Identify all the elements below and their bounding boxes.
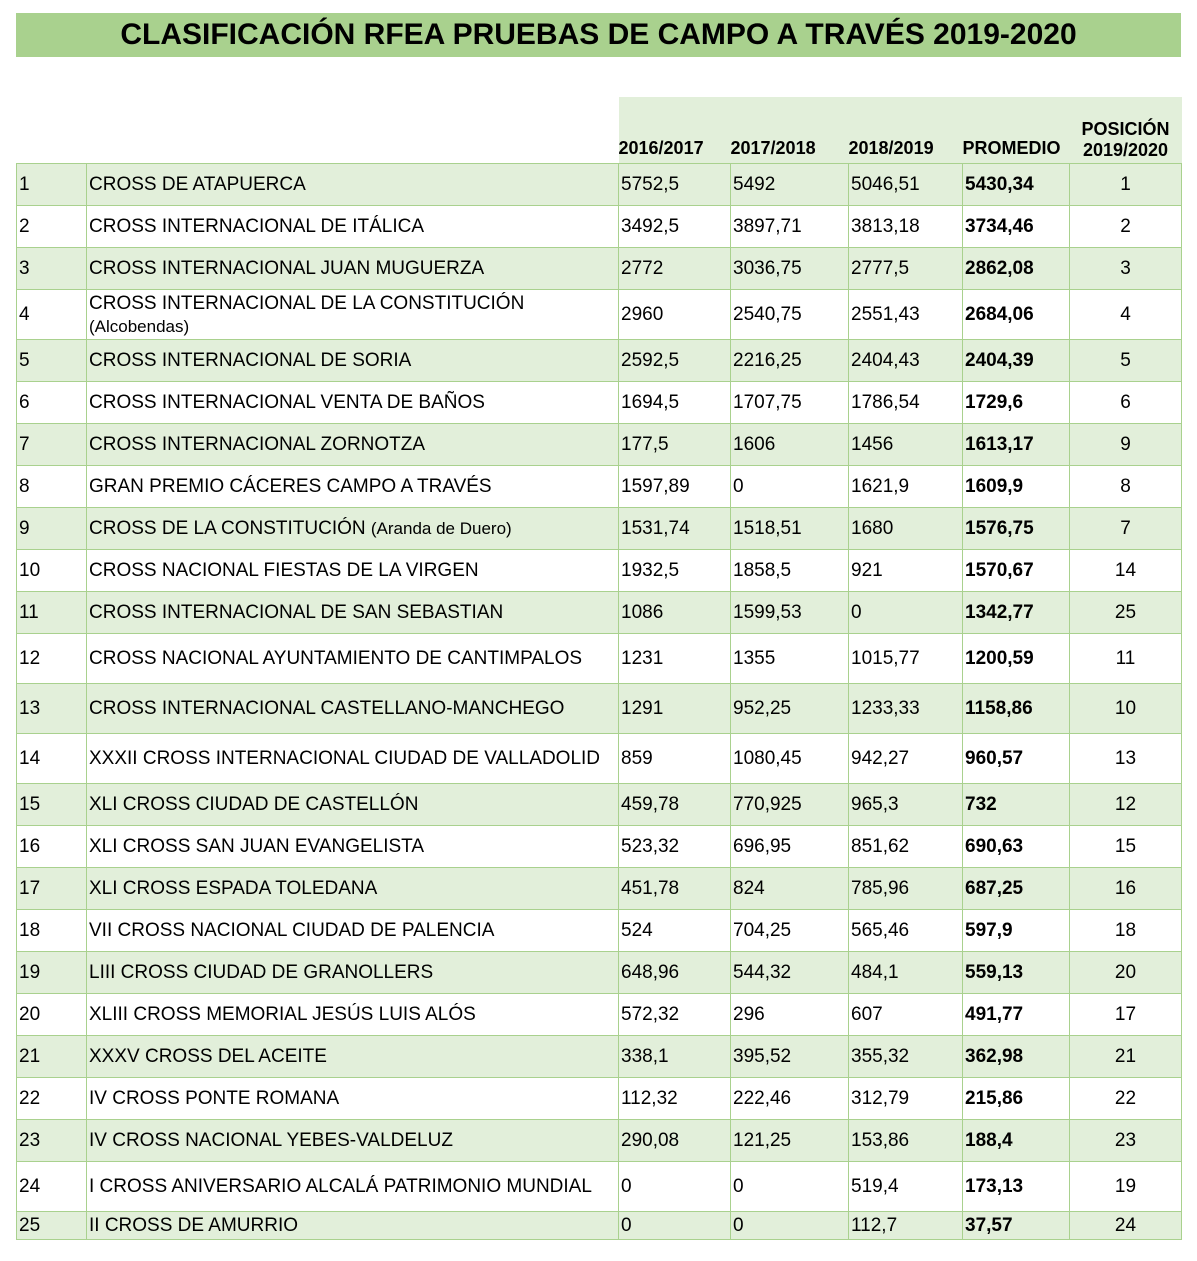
average-cell: 2684,06 xyxy=(963,290,1070,340)
rank-cell: 17 xyxy=(17,868,87,910)
score-2017-2018-cell: 1518,51 xyxy=(731,508,849,550)
score-2016-2017-cell: 859 xyxy=(619,734,731,784)
rank-cell: 9 xyxy=(17,508,87,550)
ranking-table xyxy=(16,97,1182,1240)
rank-cell: 21 xyxy=(17,1036,87,1078)
header-2017-2018: 2017/2018 xyxy=(731,97,849,164)
table-row xyxy=(17,206,1182,248)
table-row xyxy=(17,734,1182,784)
score-2017-2018-cell: 0 xyxy=(731,1162,849,1212)
score-2018-2019-cell: 1233,33 xyxy=(849,684,963,734)
average-cell: 1576,75 xyxy=(963,508,1070,550)
score-2016-2017-cell: 2592,5 xyxy=(619,340,731,382)
score-2018-2019-cell: 3813,18 xyxy=(849,206,963,248)
score-2017-2018-cell: 544,32 xyxy=(731,952,849,994)
score-2018-2019-cell: 1015,77 xyxy=(849,634,963,684)
score-2016-2017-cell: 1694,5 xyxy=(619,382,731,424)
table-row xyxy=(17,1120,1182,1162)
score-2018-2019-cell: 965,3 xyxy=(849,784,963,826)
position-2019-2020-cell: 24 xyxy=(1070,1212,1182,1240)
rank-cell: 20 xyxy=(17,994,87,1036)
event-name-cell: GRAN PREMIO CÁCERES CAMPO A TRAVÉS xyxy=(87,466,619,508)
score-2016-2017-cell: 524 xyxy=(619,910,731,952)
table-row xyxy=(17,1078,1182,1120)
score-2016-2017-cell: 1932,5 xyxy=(619,550,731,592)
score-2017-2018-cell: 2540,75 xyxy=(731,290,849,340)
table-body xyxy=(17,164,1182,1240)
rank-cell: 6 xyxy=(17,382,87,424)
average-cell: 1729,6 xyxy=(963,382,1070,424)
event-name-cell: LIII CROSS CIUDAD DE GRANOLLERS xyxy=(87,952,619,994)
average-cell: 597,9 xyxy=(963,910,1070,952)
score-2016-2017-cell: 3492,5 xyxy=(619,206,731,248)
score-2018-2019-cell: 0 xyxy=(849,592,963,634)
position-2019-2020-cell: 7 xyxy=(1070,508,1182,550)
table-row xyxy=(17,466,1182,508)
score-2016-2017-cell: 1531,74 xyxy=(619,508,731,550)
position-2019-2020-cell: 3 xyxy=(1070,248,1182,290)
score-2017-2018-cell: 121,25 xyxy=(731,1120,849,1162)
score-2017-2018-cell: 696,95 xyxy=(731,826,849,868)
score-2016-2017-cell: 451,78 xyxy=(619,868,731,910)
average-cell: 3734,46 xyxy=(963,206,1070,248)
table-row xyxy=(17,868,1182,910)
score-2017-2018-cell: 770,925 xyxy=(731,784,849,826)
event-name-cell: II CROSS DE AMURRIO xyxy=(87,1212,619,1240)
header-blank-rank xyxy=(17,97,87,164)
score-2017-2018-cell: 222,46 xyxy=(731,1078,849,1120)
rank-cell: 19 xyxy=(17,952,87,994)
average-cell: 732 xyxy=(963,784,1070,826)
score-2016-2017-cell: 0 xyxy=(619,1162,731,1212)
header-blank-name xyxy=(87,97,619,164)
table-header xyxy=(17,97,1182,164)
score-2017-2018-cell: 2216,25 xyxy=(731,340,849,382)
header-promedio: PROMEDIO xyxy=(963,97,1070,164)
event-name-cell: XLIII CROSS MEMORIAL JESÚS LUIS ALÓS xyxy=(87,994,619,1036)
score-2017-2018-cell: 3897,71 xyxy=(731,206,849,248)
event-name-cell: CROSS INTERNACIONAL JUAN MUGUERZA xyxy=(87,248,619,290)
average-cell: 1158,86 xyxy=(963,684,1070,734)
rank-cell: 14 xyxy=(17,734,87,784)
average-cell: 173,13 xyxy=(963,1162,1070,1212)
position-2019-2020-cell: 10 xyxy=(1070,684,1182,734)
score-2017-2018-cell: 0 xyxy=(731,466,849,508)
average-cell: 215,86 xyxy=(963,1078,1070,1120)
position-2019-2020-cell: 2 xyxy=(1070,206,1182,248)
score-2016-2017-cell: 2772 xyxy=(619,248,731,290)
position-2019-2020-cell: 25 xyxy=(1070,592,1182,634)
rank-cell: 2 xyxy=(17,206,87,248)
event-name-text: CROSS INTERNACIONAL DE LA CONSTITUCIÓN xyxy=(89,292,525,314)
rank-cell: 16 xyxy=(17,826,87,868)
score-2018-2019-cell: 355,32 xyxy=(849,1036,963,1078)
table-row xyxy=(17,382,1182,424)
score-2018-2019-cell: 565,46 xyxy=(849,910,963,952)
header-posicion xyxy=(1070,97,1182,164)
score-2018-2019-cell: 5046,51 xyxy=(849,164,963,206)
position-2019-2020-cell: 15 xyxy=(1070,826,1182,868)
score-2018-2019-cell: 2777,5 xyxy=(849,248,963,290)
event-name-cell: XLI CROSS CIUDAD DE CASTELLÓN xyxy=(87,784,619,826)
event-name-cell xyxy=(87,508,619,550)
score-2016-2017-cell: 523,32 xyxy=(619,826,731,868)
event-name-cell xyxy=(87,290,619,340)
score-2018-2019-cell: 153,86 xyxy=(849,1120,963,1162)
position-2019-2020-cell: 5 xyxy=(1070,340,1182,382)
score-2016-2017-cell: 572,32 xyxy=(619,994,731,1036)
score-2018-2019-cell: 112,7 xyxy=(849,1212,963,1240)
table-row xyxy=(17,634,1182,684)
rank-cell: 1 xyxy=(17,164,87,206)
position-2019-2020-cell: 12 xyxy=(1070,784,1182,826)
score-2017-2018-cell: 1707,75 xyxy=(731,382,849,424)
score-2018-2019-cell: 921 xyxy=(849,550,963,592)
event-name-cell: IV CROSS NACIONAL YEBES-VALDELUZ xyxy=(87,1120,619,1162)
header-2016-2017: 2016/2017 xyxy=(619,97,731,164)
score-2018-2019-cell: 1680 xyxy=(849,508,963,550)
score-2016-2017-cell: 112,32 xyxy=(619,1078,731,1120)
event-name-cell: XXXV CROSS DEL ACEITE xyxy=(87,1036,619,1078)
rank-cell: 23 xyxy=(17,1120,87,1162)
score-2016-2017-cell: 1291 xyxy=(619,684,731,734)
rank-cell: 12 xyxy=(17,634,87,684)
rank-cell: 3 xyxy=(17,248,87,290)
average-cell: 491,77 xyxy=(963,994,1070,1036)
score-2017-2018-cell: 824 xyxy=(731,868,849,910)
header-posicion-line2: 2019/2020 xyxy=(1082,140,1169,160)
event-name-cell: XLI CROSS SAN JUAN EVANGELISTA xyxy=(87,826,619,868)
rank-cell: 22 xyxy=(17,1078,87,1120)
rank-cell: 5 xyxy=(17,340,87,382)
average-cell: 1342,77 xyxy=(963,592,1070,634)
event-name-cell: CROSS INTERNACIONAL VENTA DE BAÑOS xyxy=(87,382,619,424)
position-2019-2020-cell: 18 xyxy=(1070,910,1182,952)
position-2019-2020-cell: 23 xyxy=(1070,1120,1182,1162)
table-row xyxy=(17,164,1182,206)
position-2019-2020-cell: 9 xyxy=(1070,424,1182,466)
score-2016-2017-cell: 5752,5 xyxy=(619,164,731,206)
score-2018-2019-cell: 2404,43 xyxy=(849,340,963,382)
event-name-cell: CROSS INTERNACIONAL DE SAN SEBASTIAN xyxy=(87,592,619,634)
event-name-cell: IV CROSS PONTE ROMANA xyxy=(87,1078,619,1120)
position-2019-2020-cell: 19 xyxy=(1070,1162,1182,1212)
ranking-table-container xyxy=(16,97,1181,1240)
score-2016-2017-cell: 0 xyxy=(619,1212,731,1240)
score-2018-2019-cell: 1786,54 xyxy=(849,382,963,424)
position-2019-2020-cell: 13 xyxy=(1070,734,1182,784)
score-2017-2018-cell: 395,52 xyxy=(731,1036,849,1078)
score-2016-2017-cell: 2960 xyxy=(619,290,731,340)
score-2016-2017-cell: 177,5 xyxy=(619,424,731,466)
table-row xyxy=(17,994,1182,1036)
score-2017-2018-cell: 296 xyxy=(731,994,849,1036)
score-2017-2018-cell: 1080,45 xyxy=(731,734,849,784)
event-name-cell: XXXII CROSS INTERNACIONAL CIUDAD DE VALLADOLID xyxy=(87,734,619,784)
table-row xyxy=(17,784,1182,826)
score-2018-2019-cell: 312,79 xyxy=(849,1078,963,1120)
table-row xyxy=(17,684,1182,734)
table-row xyxy=(17,550,1182,592)
average-cell: 188,4 xyxy=(963,1120,1070,1162)
average-cell: 2862,08 xyxy=(963,248,1070,290)
table-row xyxy=(17,248,1182,290)
average-cell: 687,25 xyxy=(963,868,1070,910)
score-2017-2018-cell: 1858,5 xyxy=(731,550,849,592)
table-row xyxy=(17,592,1182,634)
position-2019-2020-cell: 20 xyxy=(1070,952,1182,994)
rank-cell: 10 xyxy=(17,550,87,592)
score-2018-2019-cell: 1456 xyxy=(849,424,963,466)
position-2019-2020-cell: 14 xyxy=(1070,550,1182,592)
table-row xyxy=(17,290,1182,340)
event-name-cell: CROSS NACIONAL AYUNTAMIENTO DE CANTIMPALOS xyxy=(87,634,619,684)
position-2019-2020-cell: 17 xyxy=(1070,994,1182,1036)
position-2019-2020-cell: 1 xyxy=(1070,164,1182,206)
score-2018-2019-cell: 942,27 xyxy=(849,734,963,784)
score-2017-2018-cell: 704,25 xyxy=(731,910,849,952)
rank-cell: 4 xyxy=(17,290,87,340)
rank-cell: 8 xyxy=(17,466,87,508)
table-row xyxy=(17,508,1182,550)
event-name-cell: CROSS INTERNACIONAL ZORNOTZA xyxy=(87,424,619,466)
rank-cell: 15 xyxy=(17,784,87,826)
average-cell: 362,98 xyxy=(963,1036,1070,1078)
average-cell: 37,57 xyxy=(963,1212,1070,1240)
table-row xyxy=(17,826,1182,868)
score-2018-2019-cell: 851,62 xyxy=(849,826,963,868)
rank-cell: 11 xyxy=(17,592,87,634)
score-2017-2018-cell: 3036,75 xyxy=(731,248,849,290)
event-name-cell: CROSS INTERNACIONAL DE ITÁLICA xyxy=(87,206,619,248)
score-2016-2017-cell: 338,1 xyxy=(619,1036,731,1078)
event-name-cell: CROSS INTERNACIONAL DE SORIA xyxy=(87,340,619,382)
score-2018-2019-cell: 2551,43 xyxy=(849,290,963,340)
average-cell: 1609,9 xyxy=(963,466,1070,508)
event-name-cell: VII CROSS NACIONAL CIUDAD DE PALENCIA xyxy=(87,910,619,952)
event-name-subtitle: (Alcobendas) xyxy=(89,316,190,336)
average-cell: 960,57 xyxy=(963,734,1070,784)
rank-cell: 13 xyxy=(17,684,87,734)
rank-cell: 25 xyxy=(17,1212,87,1240)
score-2017-2018-cell: 0 xyxy=(731,1212,849,1240)
average-cell: 1570,67 xyxy=(963,550,1070,592)
score-2016-2017-cell: 1597,89 xyxy=(619,466,731,508)
score-2016-2017-cell: 290,08 xyxy=(619,1120,731,1162)
score-2016-2017-cell: 648,96 xyxy=(619,952,731,994)
score-2016-2017-cell: 459,78 xyxy=(619,784,731,826)
average-cell: 1613,17 xyxy=(963,424,1070,466)
position-2019-2020-cell: 11 xyxy=(1070,634,1182,684)
table-row xyxy=(17,1212,1182,1240)
table-row xyxy=(17,952,1182,994)
position-2019-2020-cell: 16 xyxy=(1070,868,1182,910)
score-2017-2018-cell: 952,25 xyxy=(731,684,849,734)
table-row xyxy=(17,424,1182,466)
score-2018-2019-cell: 607 xyxy=(849,994,963,1036)
table-row xyxy=(17,910,1182,952)
score-2018-2019-cell: 519,4 xyxy=(849,1162,963,1212)
event-name-cell: CROSS DE ATAPUERCA xyxy=(87,164,619,206)
position-2019-2020-cell: 6 xyxy=(1070,382,1182,424)
event-name-cell: CROSS INTERNACIONAL CASTELLANO-MANCHEGO xyxy=(87,684,619,734)
score-2017-2018-cell: 1606 xyxy=(731,424,849,466)
header-2018-2019: 2018/2019 xyxy=(849,97,963,164)
header-posicion-line1: POSICIÓN xyxy=(1081,119,1170,139)
score-2017-2018-cell: 5492 xyxy=(731,164,849,206)
event-name-cell: I CROSS ANIVERSARIO ALCALÁ PATRIMONIO MUNDIAL xyxy=(87,1162,619,1212)
table-row xyxy=(17,340,1182,382)
score-2018-2019-cell: 785,96 xyxy=(849,868,963,910)
score-2018-2019-cell: 1621,9 xyxy=(849,466,963,508)
score-2017-2018-cell: 1355 xyxy=(731,634,849,684)
table-row xyxy=(17,1036,1182,1078)
average-cell: 5430,34 xyxy=(963,164,1070,206)
event-name-subtitle: (Aranda de Duero) xyxy=(370,519,512,538)
event-name-text: CROSS DE LA CONSTITUCIÓN xyxy=(89,518,366,539)
rank-cell: 24 xyxy=(17,1162,87,1212)
event-name-cell: XLI CROSS ESPADA TOLEDANA xyxy=(87,868,619,910)
position-2019-2020-cell: 8 xyxy=(1070,466,1182,508)
score-2018-2019-cell: 484,1 xyxy=(849,952,963,994)
position-2019-2020-cell: 22 xyxy=(1070,1078,1182,1120)
rank-cell: 18 xyxy=(17,910,87,952)
title-banner xyxy=(16,13,1181,57)
average-cell: 1200,59 xyxy=(963,634,1070,684)
page-title: CLASIFICACIÓN RFEA PRUEBAS DE CAMPO A TRAVÉS 2019-2020 xyxy=(120,18,1077,51)
score-2016-2017-cell: 1231 xyxy=(619,634,731,684)
score-2016-2017-cell: 1086 xyxy=(619,592,731,634)
table-row xyxy=(17,1162,1182,1212)
position-2019-2020-cell: 21 xyxy=(1070,1036,1182,1078)
position-2019-2020-cell: 4 xyxy=(1070,290,1182,340)
average-cell: 2404,39 xyxy=(963,340,1070,382)
rank-cell: 7 xyxy=(17,424,87,466)
event-name-cell: CROSS NACIONAL FIESTAS DE LA VIRGEN xyxy=(87,550,619,592)
average-cell: 690,63 xyxy=(963,826,1070,868)
average-cell: 559,13 xyxy=(963,952,1070,994)
score-2017-2018-cell: 1599,53 xyxy=(731,592,849,634)
